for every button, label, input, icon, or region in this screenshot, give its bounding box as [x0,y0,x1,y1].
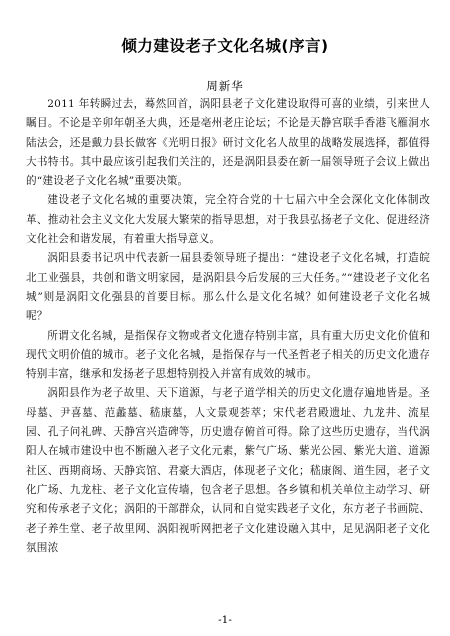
paragraph: 建设老子文化名城的重要决策，完全符合党的十七届六中全会深化文化体制改革、推动社会主义文化大发展大繁荣的指导思想，对于我县弘扬老子文化、促进经济文化社会和谐发展，有着重大指导意义。 [26,194,430,246]
document-title: 倾力建设老子文化名城(序言) [121,37,329,55]
paragraph: 涡阳县委书记巩中代表新一届县委领导班子提出：“建设老子文化名城，打造皖北工业强县，共创和谐文明家园，是涡阳县今后发展的三大任务。”“建设老子文化名城”则是涡阳文化强县的首要目标。那么什么是文化名城？如何建设老子文化名城呢？ [26,252,430,323]
paragraph: 2011 年转瞬过去，蓦然回首，涡阳县老子文化建设取得可喜的业绩，引来世人瞩目。不论是辛卯年朝圣大典，还是亳州老庄论坛；不论是天静宫联手香港飞雁洞水陆法会，还是戴力县长做客《光明日报》研讨文化名人故里的战略发展选择，都值得大书特书。其中最应该引起我们关注的，还是涡阳县委在新一届领导班子会议上做出的“建设老子文化名城”重要决策。 [26,98,430,188]
paragraph: 所谓文化名城，是指保存文物或者文化遗存特别丰富，具有重大历史文化价值和现代文明价值的城市。老子文化名城，是指保存与一代圣哲老子相关的历史文化遗存特别丰富，继承和发扬老子思想特别投入并富有成效的城市。 [26,329,430,381]
paragraph: 涡阳县作为老子故里、天下道源，与老子道学相关的历史文化遗存遍地皆是。圣母墓、尹喜墓、范蠡墓、嵇康墓，人文景观荟萃；宋代老君殿遗址、九龙井、流星园、孔子问礼碑、天静宫兴造碑等，历史遗存俯首可得。除了这些历史遗存，当代涡阳人在城市建设中也不断融入老子文化元素，紫气广场、紫光公园、紫光大道、道源社区、西期商场、天静宾馆、君豪大酒店，体现老子文化；嵇康阁、道生园，老子文化广场、九龙柱、老子文化宣传墙，包含老子思想。各乡镇和机关单位主动学习、研究和传承老子文化；涡阳的干部群众，认同和自觉实践老子文化，东方老子书画院、老子养生堂、老子故里网、涡阳视听网把老子文化建设融入其中，足见涡阳老子文化氛围浓 [26,387,430,554]
document-body [26,95,430,558]
page-number: -1- [218,614,232,626]
author-name: 周新华 [206,79,244,93]
